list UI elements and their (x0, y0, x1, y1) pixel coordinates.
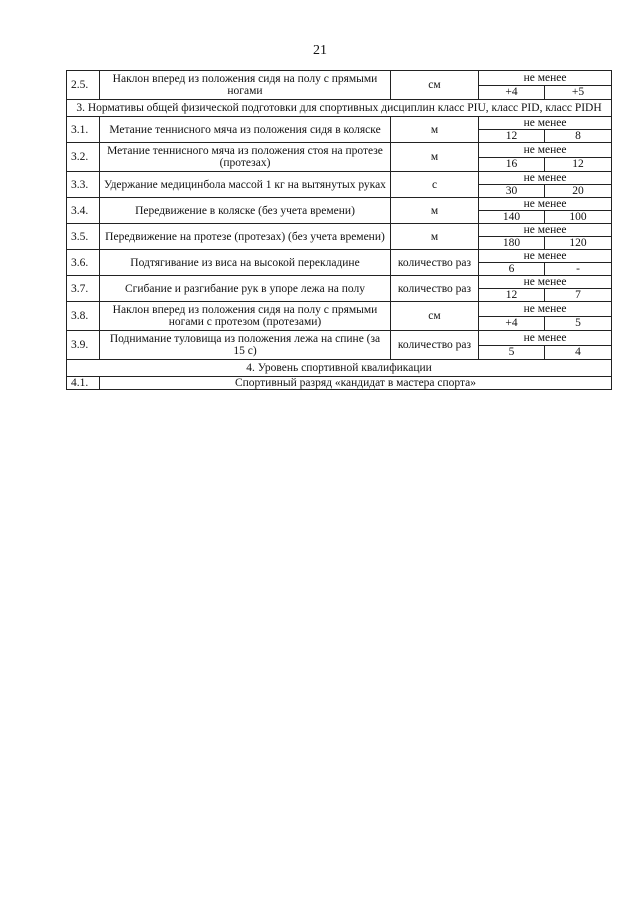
norm-value-1: +4 (479, 85, 545, 100)
norm-value-1: 30 (479, 185, 545, 198)
norm-value-1: 12 (479, 289, 545, 302)
unit-of-measure: с (391, 172, 479, 198)
item-number: 3.3. (67, 172, 100, 198)
norm-value-1: 140 (479, 211, 545, 224)
norm-header: не менее (479, 224, 612, 237)
exercise-description: Передвижение на протезе (протезах) (без учета времени) (100, 224, 391, 250)
norm-header: не менее (479, 117, 612, 130)
exercise-description: Удержание медицинбола массой 1 кг на вытянутых руках (100, 172, 391, 198)
unit-of-measure: см (391, 302, 479, 331)
item-number: 3.9. (67, 331, 100, 360)
norm-value-1: 180 (479, 237, 545, 250)
exercise-description: Метание теннисного мяча из положения сидя в коляске (100, 117, 391, 143)
norm-value-2: 5 (545, 316, 612, 331)
item-number: 4.1. (67, 377, 100, 390)
norm-value-1: 16 (479, 157, 545, 172)
norm-value-1: +4 (479, 316, 545, 331)
section-heading-row (67, 360, 612, 377)
norm-value-1: 12 (479, 130, 545, 143)
table-row (67, 172, 612, 185)
norm-value-2: +5 (545, 85, 612, 100)
table-row (67, 143, 612, 158)
norm-value-2: 100 (545, 211, 612, 224)
unit-of-measure: м (391, 117, 479, 143)
table-row (67, 198, 612, 211)
item-number: 3.5. (67, 224, 100, 250)
exercise-description: Поднимание туловища из положения лежа на спине (за 15 с) (100, 331, 391, 360)
norm-header: не менее (479, 143, 612, 158)
qualification-text: Спортивный разряд «кандидат в мастера спорта» (100, 377, 612, 390)
norm-header: не менее (479, 331, 612, 346)
table-row (67, 224, 612, 237)
exercise-description: Метание теннисного мяча из положения стоя на протезе (протезах) (100, 143, 391, 172)
unit-of-measure: количество раз (391, 331, 479, 360)
norm-header: не менее (479, 71, 612, 86)
exercise-description: Сгибание и разгибание рук в упоре лежа на полу (100, 276, 391, 302)
norm-value-1: 6 (479, 263, 545, 276)
table-row (67, 117, 612, 130)
norm-header: не менее (479, 276, 612, 289)
norms-table (66, 70, 612, 390)
table-row (67, 302, 612, 317)
item-number: 3.1. (67, 117, 100, 143)
exercise-description: Наклон вперед из положения сидя на полу с прямыми ногами (100, 71, 391, 100)
table-row (67, 377, 612, 390)
section-heading: 3. Нормативы общей физической подготовки для спортивных дисциплин класс PIU, класс PID, класс PIDH (67, 100, 612, 117)
norm-value-2: 8 (545, 130, 612, 143)
table-row (67, 276, 612, 289)
norm-value-2: 7 (545, 289, 612, 302)
norm-header: не менее (479, 198, 612, 211)
exercise-description: Передвижение в коляске (без учета времени) (100, 198, 391, 224)
norm-value-1: 5 (479, 345, 545, 360)
norm-header: не менее (479, 250, 612, 263)
unit-of-measure: м (391, 224, 479, 250)
unit-of-measure: м (391, 198, 479, 224)
norm-value-2: 20 (545, 185, 612, 198)
section-heading-row (67, 100, 612, 117)
unit-of-measure: м (391, 143, 479, 172)
norm-value-2: 12 (545, 157, 612, 172)
item-number: 3.6. (67, 250, 100, 276)
item-number: 3.7. (67, 276, 100, 302)
norm-header: не менее (479, 302, 612, 317)
exercise-description: Подтягивание из виса на высокой перекладине (100, 250, 391, 276)
norm-value-2: - (545, 263, 612, 276)
item-number: 3.8. (67, 302, 100, 331)
norm-value-2: 4 (545, 345, 612, 360)
norm-header: не менее (479, 172, 612, 185)
unit-of-measure: количество раз (391, 250, 479, 276)
norm-value-2: 120 (545, 237, 612, 250)
table-row (67, 250, 612, 263)
table-row (67, 71, 612, 86)
page-number: 21 (313, 43, 327, 58)
exercise-description: Наклон вперед из положения сидя на полу с прямыми ногами с протезом (протезами) (100, 302, 391, 331)
norms-table-body (67, 71, 612, 390)
item-number: 3.2. (67, 143, 100, 172)
unit-of-measure: количество раз (391, 276, 479, 302)
unit-of-measure: см (391, 71, 479, 100)
section-heading: 4. Уровень спортивной квалификации (67, 360, 612, 377)
item-number: 3.4. (67, 198, 100, 224)
item-number: 2.5. (67, 71, 100, 100)
table-row (67, 331, 612, 346)
